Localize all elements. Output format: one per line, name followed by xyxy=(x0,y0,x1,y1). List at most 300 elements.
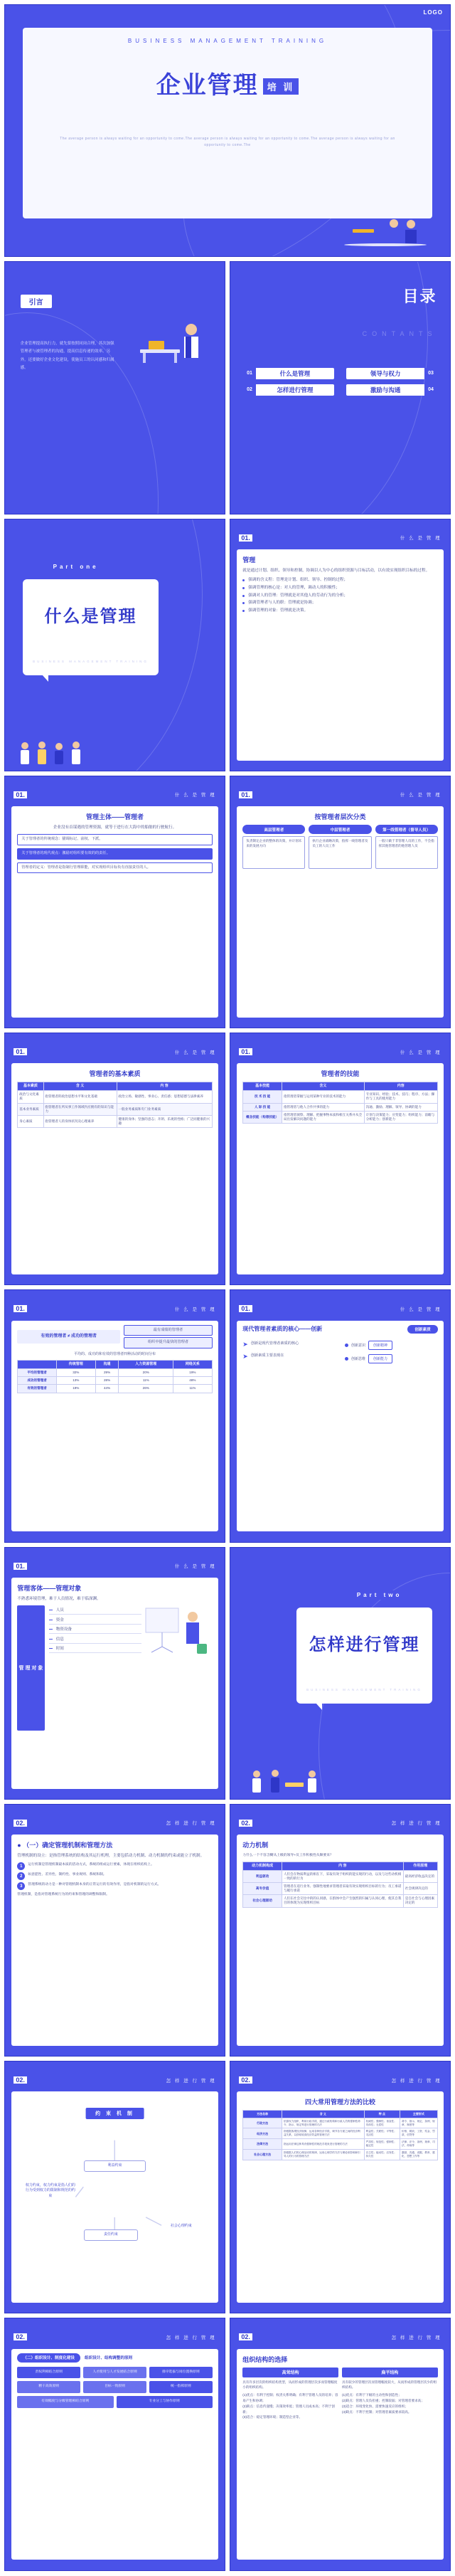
table-row xyxy=(18,1385,212,1393)
result-box-1: 最有成绩的管理者 xyxy=(124,1325,213,1336)
chapter-label: 怎 样 进 行 管 理 xyxy=(391,1821,441,1827)
table-row xyxy=(243,1091,437,1103)
cell: 是自社会与心理因素决定的 xyxy=(403,1895,437,1907)
section-lead: 企业没有首谋遇的管理资源，就等于进行在大海中的船舶的行驶航行。 xyxy=(53,825,177,830)
toc-item-2[interactable] xyxy=(244,384,335,396)
dot-icon xyxy=(345,1357,348,1361)
innovation-badge: 创新素质 xyxy=(407,1325,437,1334)
slide-methods xyxy=(4,1804,225,2057)
structure-point: (2)缺点：信息传递慢；决策效率低；管理人员成本高；不利于创新； xyxy=(242,2404,335,2414)
slide-innovation xyxy=(230,1289,451,1542)
cell: 人们在社会交往中的的认同感，在群体中会产生强烈的归属与认同心理，使其自我目的体现为实现组织目标 xyxy=(282,1895,403,1907)
col-header: 基本技能 xyxy=(243,1082,282,1091)
arrow-icon: ➤ xyxy=(242,1352,248,1360)
table-row xyxy=(243,2139,437,2150)
slide-header xyxy=(239,1305,441,1312)
toc-item-3[interactable] xyxy=(346,368,437,379)
cell: 专业知识、经验；技术、技巧；程序、方法；操作与工具的使用能力 xyxy=(364,1091,437,1103)
cell: 利益驱动 xyxy=(243,1870,282,1882)
list-item: 强调管理者与人的职：管理就是协调； xyxy=(242,600,437,606)
toc-label: 什么是管理 xyxy=(279,369,311,377)
part-title: 什么是管理 xyxy=(44,607,137,627)
cell: 一般业务素质和专门业务素质 xyxy=(117,1103,212,1115)
list-item: 时间 xyxy=(49,1644,141,1654)
slide-header xyxy=(14,1820,215,1827)
table-row xyxy=(18,1368,212,1376)
info-box-traditional: 关于管理者的传统观念：猫调标记、前权、下派。 xyxy=(17,834,212,845)
cell: 经济方法 xyxy=(243,2128,282,2139)
cell: 指管理者洞察、理解、把握事物本质和相互关系并从全局出发解决问题的能力 xyxy=(282,1111,364,1123)
col-header: 方法名称 xyxy=(243,2111,282,2118)
col-header: 特 点 xyxy=(364,2111,400,2118)
section-lead: 平均的、成功的和有效的管理者四种活动的时间分布 xyxy=(73,1352,156,1357)
table-row xyxy=(243,2149,437,2160)
cell: 19% xyxy=(56,1385,95,1393)
toc-item-4[interactable] xyxy=(346,384,437,396)
table-row xyxy=(18,1377,212,1385)
chapter-label: 什 么 是 管 理 xyxy=(400,1050,441,1055)
slide-number: 02. xyxy=(14,2076,27,2084)
arrow-icon: ➤ xyxy=(242,1340,248,1348)
section-title: 动力机制 xyxy=(242,1842,269,1849)
slide-body xyxy=(237,2349,443,2560)
principle-chip: 有效幅度与分级管理相结合原则 xyxy=(17,2396,113,2408)
col-header: 含义 xyxy=(282,1082,364,1091)
structure-point: (2)缺点：管理人员负担重；控制较弱；对管理者要求高； xyxy=(342,2399,424,2403)
cell: 有效的管理者 xyxy=(18,1385,57,1393)
cell: 基本业务素质 xyxy=(18,1103,43,1115)
innovation-points xyxy=(242,1341,336,1368)
innovation-text: 创新素质主要表现在 xyxy=(250,1353,284,1358)
slide-method-comparison xyxy=(230,2061,451,2313)
level-head: 高层管理者 xyxy=(242,825,305,834)
level-column-frontline xyxy=(375,825,438,869)
skill-table xyxy=(242,1082,437,1124)
slide-number: 01. xyxy=(14,1305,27,1312)
part-tag: Part one xyxy=(45,562,107,571)
structure-columns xyxy=(242,2368,437,2421)
col-header xyxy=(18,1361,57,1369)
comparison-table xyxy=(242,2110,437,2160)
section-title: 管理 xyxy=(242,556,256,564)
toc-number: 01 xyxy=(244,368,256,379)
slide-number: 02. xyxy=(239,2076,252,2084)
structure-tall xyxy=(242,2368,338,2421)
slide-constraint-mechanism xyxy=(4,2061,225,2313)
cell: 计划与决策能力；应变能力；组织能力；前瞻与分析能力；创新能力 xyxy=(364,1111,437,1123)
slide-org-structure xyxy=(230,2318,451,2570)
slide-number: 01. xyxy=(14,791,27,798)
toc-label: 怎样进行管理 xyxy=(277,386,314,394)
cell: 命令、指示、规定、条例、规章、制度等 xyxy=(400,2118,438,2128)
slide-header xyxy=(239,791,441,798)
slide-part-two xyxy=(230,1547,451,1800)
innovation-row xyxy=(242,1353,336,1361)
cell: 19% xyxy=(173,1368,213,1376)
cell: 13% xyxy=(56,1377,95,1385)
chapter-label: 什 么 是 管 理 xyxy=(174,1307,216,1312)
section-title: 组织结构的选择 xyxy=(242,2355,288,2363)
cell: 20% xyxy=(119,1368,173,1376)
step-number: 1 xyxy=(17,1862,25,1870)
chapter-label: 怎 样 进 行 管 理 xyxy=(166,1821,216,1827)
cell: 身心素质 xyxy=(18,1115,43,1127)
section-title: 管理者的基本素质 xyxy=(89,1070,141,1078)
level-columns xyxy=(242,825,437,869)
object-illustration xyxy=(141,1605,213,1657)
slide-body xyxy=(237,549,443,761)
page-title xyxy=(5,65,450,100)
slide-row xyxy=(4,4,451,257)
structure-point: (3)适合：稳定管理环境；制造型企业等。 xyxy=(242,2415,302,2419)
chapter-label: 怎 样 进 行 管 理 xyxy=(166,2078,216,2084)
slide-body xyxy=(11,2349,218,2560)
slide-row xyxy=(4,2061,451,2313)
cell: 平均的管理者 xyxy=(18,1368,57,1376)
constraint-diagram xyxy=(17,2096,212,2298)
col-header: 内容 xyxy=(364,1082,437,1091)
slide-number: 02. xyxy=(239,2333,252,2340)
cell: 指管理者在所从事工作领域内应拥有的知识与能力 xyxy=(43,1103,117,1115)
slide-manager-skills xyxy=(230,1033,451,1285)
slide-number: 02. xyxy=(239,1820,252,1827)
level-body: 一般只做于非管理人员的工作，不会指挥其他管理者的他管理人员 xyxy=(375,836,438,869)
toc-item-1[interactable] xyxy=(244,368,335,379)
list-item: 资金 xyxy=(49,1615,141,1625)
structure-body: 具有许多层次的组织结构类型，从而形成的管理层次多而管理幅度小的组织结构。 xyxy=(242,2380,338,2390)
cell: 法律、法令、条例、规章、司法、仲裁等 xyxy=(400,2139,438,2150)
cell: 自主性；能动性；启发性；持久性 xyxy=(364,2149,400,2160)
chapter-label: 什 么 是 管 理 xyxy=(174,793,216,798)
principle-chip: 专业分工与协作原则 xyxy=(117,2396,213,2408)
part-illustration xyxy=(244,1767,329,1794)
principle-chip: 目标一致原则 xyxy=(83,2381,146,2393)
col-header: 基本素质 xyxy=(18,1082,43,1091)
cell: 健康的身体；坚强的意志；开朗、乐观的性格；广泛而健康的兴趣 xyxy=(117,1115,212,1127)
table-row xyxy=(243,1882,437,1894)
cell: 指管理者与他人合作共事的能力 xyxy=(282,1103,364,1111)
constraint-lines xyxy=(17,2096,212,2298)
constraint-node-power: 权力约束，权力约束是指人们的行为受到权力的限制和规范的约束 xyxy=(21,2181,80,2202)
slide-effective-manager xyxy=(4,1289,225,1542)
toc-number: 04 xyxy=(424,384,437,396)
slide-row xyxy=(4,261,451,514)
cell: 32% xyxy=(56,1368,95,1376)
constraint-node-duty: 责任约束 xyxy=(84,2229,139,2241)
table-row xyxy=(243,1103,437,1111)
level-head: 中层管理者 xyxy=(309,825,371,834)
intro-illustration xyxy=(136,312,214,369)
cell: 权威性；强制性；垂直性；具体性；无偿性 xyxy=(364,2118,400,2128)
constraint-node-interest: 利益约束 xyxy=(84,2160,146,2172)
step-text: 如意愿性、差异性、制约性、事业规则、系统和制。 xyxy=(28,1873,107,1877)
col-header: 动力机制构成 xyxy=(243,1862,282,1870)
list-item: 强调管理的核心是：对人的管理，调动人的积极性； xyxy=(242,585,437,591)
part-tag: Part two xyxy=(348,1590,411,1600)
slide-header xyxy=(239,2076,441,2084)
slide-header xyxy=(239,1048,441,1055)
step-number: 2 xyxy=(17,1872,25,1880)
section-footnote: 管理机制，是指对管理系统行为的约束和管理的调整和限制。 xyxy=(17,1893,109,1897)
col-header: 作用原理 xyxy=(403,1862,437,1870)
slide-header xyxy=(14,2333,215,2340)
chapter-label: 什 么 是 管 理 xyxy=(174,1050,216,1055)
slide-number: 01. xyxy=(239,1048,252,1055)
object-label: 管 理 对 象 xyxy=(17,1605,44,1731)
slide-body xyxy=(237,1063,443,1274)
section-title: 管理主体——管理者 xyxy=(85,813,144,821)
section-title: （二）组织设计、制度化建设 xyxy=(17,2353,80,2363)
slide-row xyxy=(4,776,451,1028)
cell: 概念技能（构想技能） xyxy=(243,1111,282,1123)
structure-head: 扁平结构 xyxy=(342,2368,438,2377)
innovation-body xyxy=(242,1341,437,1368)
structure-point: (4)缺点：不利于控制；对管理者素质要求较高。 xyxy=(342,2409,412,2414)
slide-part-one xyxy=(4,519,225,771)
list-item: 物资设备 xyxy=(49,1625,141,1635)
slide-number: 01. xyxy=(14,1048,27,1055)
cell: 26% xyxy=(119,1385,173,1393)
slide-body xyxy=(11,1063,218,1274)
cell: 指运用法律这种具有强制性的规范手段来进行管理的方法 xyxy=(282,2139,364,2150)
list-item: 信息 xyxy=(49,1634,141,1644)
section-title: 管理者的技能 xyxy=(321,1070,360,1078)
level-body: 执行企业战略决策，指挥一线管理者及员工的人员工作 xyxy=(309,836,371,869)
timeline-box: 创新精神 xyxy=(368,1341,392,1350)
table-header-row xyxy=(18,1361,212,1369)
slide-row xyxy=(4,1547,451,1800)
cell: 管理者在追行业务、强制性地要求管理者采取有效实现组织目标的行为；员工承诺与履行承诺 xyxy=(282,1882,403,1894)
structure-point: (1)优点：有利于控制；权责关系明确；有利于管理人员的培养；容易产生和协调； xyxy=(242,2393,338,2403)
principle-chips xyxy=(17,2367,212,2408)
slide-row xyxy=(4,1289,451,1542)
step-number: 3 xyxy=(17,1882,25,1890)
timeline-box: 创新能力 xyxy=(368,1354,392,1363)
slide-body xyxy=(11,2091,218,2303)
slide-body xyxy=(11,806,218,1018)
part-illustration xyxy=(14,739,99,766)
table-row xyxy=(243,1111,437,1123)
cell: 成功的管理者 xyxy=(18,1377,57,1385)
slide-number: 01. xyxy=(239,1305,252,1312)
cell: 指根据人们的心理活动的规律，运用心理学的方法与理论来影响和引导人的行为的管理方法 xyxy=(282,2149,364,2160)
structure-flat xyxy=(342,2368,438,2421)
cell: 依靠权力组织、利用行政手段，通过行政机构和行政人员的强制性命令、指示、规定等进行管理的方法 xyxy=(282,2118,364,2128)
part-subtitle: BUSINESS MANAGEMENT TRAINING xyxy=(306,1688,422,1692)
step-item xyxy=(17,1882,212,1890)
part-subtitle: BUSINESS MANAGEMENT TRAINING xyxy=(33,660,149,664)
chapter-label: 什 么 是 管 理 xyxy=(400,536,441,542)
innovation-header xyxy=(242,1325,437,1334)
list-item: 强调对人的管理：管理就是对其他人的劳动行为的分析； xyxy=(242,593,437,598)
table-row xyxy=(243,2128,437,2139)
toc-row xyxy=(244,368,437,379)
cell: 社会心理方法 xyxy=(243,2149,282,2160)
bullet-dot-icon: ● xyxy=(17,1842,21,1849)
slide-body xyxy=(11,1578,218,1789)
innovation-text: 创新是现代管理者素质的核心 xyxy=(250,1341,299,1346)
step-item xyxy=(17,1862,212,1870)
timeline-label: 创新思维 xyxy=(351,1356,366,1361)
level-column-top xyxy=(242,825,305,869)
cell: 11% xyxy=(119,1377,173,1385)
section-title: 四大常用管理方法的比较 xyxy=(304,2099,375,2106)
toc-list xyxy=(244,368,437,401)
col-header: 人力资源管理 xyxy=(119,1361,173,1369)
step-text: 管理系统的动力是一种对管理机制本身的正常运行的有效作用，是指对机制的运行方式。 xyxy=(28,1883,161,1887)
slide-management-object xyxy=(4,1547,225,1800)
cell: 指根据客观经济规律，运用各种经济手段，调节各方面之间的经济利益关系，以获取较高经济效益的管理方法 xyxy=(282,2128,364,2139)
slide-header xyxy=(14,791,215,798)
level-head: 第一线管理者（督导人员） xyxy=(375,825,438,834)
timeline-label: 创新意识 xyxy=(351,1343,366,1348)
slide-org-design xyxy=(4,2318,225,2570)
slide-body xyxy=(237,1321,443,1532)
toc-title: 目录 xyxy=(402,287,437,306)
intro-paragraph: 企业管理提高执行力，就先要按照同岗合理，其次加强管理者与被管理者的沟通，提高信息传递的效率。另外，还要做好企业文化建设，使施员工的认同感和归属感。 xyxy=(20,341,114,371)
slide-body xyxy=(237,2091,443,2303)
cell: 高专价值 xyxy=(243,1882,282,1894)
col-header: 传统管理 xyxy=(56,1361,95,1369)
slide-number: 01. xyxy=(14,1563,27,1570)
section-title-text: （一）确定管理机制和管理方法 xyxy=(23,1842,113,1849)
quality-table xyxy=(17,1082,212,1128)
slide-power-mechanism xyxy=(230,1804,451,2057)
col-header: 网络关系 xyxy=(173,1361,213,1369)
cover-illustration xyxy=(343,213,428,246)
chapter-label: 什 么 是 管 理 xyxy=(174,1564,216,1570)
section-lead: 力什么一个不容含糊从上级的领导+员工作积极性从顺要来？ xyxy=(242,1854,333,1858)
principle-chip: 责权利相结合原则 xyxy=(17,2367,80,2379)
col-header: 沟通 xyxy=(95,1361,119,1369)
section-title: 按管理者层次分类 xyxy=(314,813,366,821)
equation-box: 有效的管理者 ≠ 成功的管理者 xyxy=(17,1330,120,1344)
chapter-label: 怎 样 进 行 管 理 xyxy=(166,2335,216,2340)
slide-row xyxy=(4,1804,451,2057)
slide-management-levels xyxy=(230,776,451,1028)
cover-subtitle: The average person is always waiting for an opportunity to come.The average person is always waiting for an opportunity to come.The average person is always waiting for an opportunity to come.The xyxy=(60,136,395,148)
table-row xyxy=(18,1091,212,1103)
slide-number: 01. xyxy=(239,791,252,798)
innovation-timeline xyxy=(339,1341,438,1368)
section-lead: 不熟悉环境管理，难于人员情况，难于临深渊。 xyxy=(17,1596,101,1601)
effective-table xyxy=(17,1360,212,1393)
chapter-label: 什 么 是 管 理 xyxy=(400,1307,441,1312)
cell: 11% xyxy=(173,1385,213,1393)
cell: 最高经济收益决定的 xyxy=(403,1870,437,1882)
slide-body xyxy=(11,1321,218,1532)
cell: 社会规律决定的 xyxy=(403,1882,437,1894)
slide-basic-quality xyxy=(4,1033,225,1285)
level-body: 负责制定企业的整体的决策，并计划未来的发展方向 xyxy=(242,836,305,869)
cell: 技 术 技 能 xyxy=(243,1091,282,1103)
cell: 价格、税收、工资、奖金、罚款、信贷等 xyxy=(400,2128,438,2139)
level-column-middle xyxy=(309,825,371,869)
principle-chip: 人才使用与人才发展结合原则 xyxy=(83,2367,146,2379)
slide-intro xyxy=(4,261,225,514)
slide-header xyxy=(14,1563,215,1570)
section-lead: 就是通过计划、组织、领导和控制，协调以人为中心的组织资源与目标活动，以有效实现组织目标的过程。 xyxy=(242,568,430,573)
timeline-row xyxy=(345,1341,438,1350)
list-item: 强调的含义程：管理是计划、组织、领导、控制的过程； xyxy=(242,577,437,583)
table-header-row xyxy=(243,2111,437,2118)
chapter-label: 怎 样 进 行 管 理 xyxy=(391,2335,441,2340)
intro-tab: 引言 xyxy=(21,295,52,308)
table-row xyxy=(243,2118,437,2128)
section-subtitle: 组织设计、结构调整的原则 xyxy=(85,2356,133,2361)
object-items xyxy=(45,1605,141,1731)
slide-management-subject xyxy=(4,776,225,1028)
toc-label: 激励与沟通 xyxy=(370,386,401,394)
list-item: 人员 xyxy=(49,1605,141,1615)
list-item: 强调管理的对象：管理就是决策。 xyxy=(242,608,437,613)
cell: 法律方法 xyxy=(243,2139,282,2150)
slide-toc xyxy=(230,261,451,514)
table-row xyxy=(18,1115,212,1127)
bullet-list xyxy=(242,577,437,614)
chapter-label: 什 么 是 管 理 xyxy=(400,793,441,798)
cell: 沟通、激励、理解、领导、协调的能力 xyxy=(364,1103,437,1111)
slide-header xyxy=(14,1048,215,1055)
cell: 利益性；关联性；平等性；灵活性 xyxy=(364,2128,400,2139)
slide-header xyxy=(239,534,441,542)
cell: 指管理者的政治思想水平和文化基础 xyxy=(43,1091,117,1103)
table-header-row xyxy=(243,1082,437,1091)
power-table xyxy=(242,1862,437,1908)
step-text: 运行机制是管理机制最本质的活动方式，系统的组成运行要素，体现在组织结构上。 xyxy=(28,1863,154,1867)
structure-point: (1)优点：有利于下级的主动性和创造性； xyxy=(342,2393,402,2397)
cell: 行政方法 xyxy=(243,2118,282,2128)
object-diagram xyxy=(17,1605,212,1731)
result-box-2: 组织中提升最快的管理者 xyxy=(124,1337,213,1348)
toc-number: 02 xyxy=(244,384,256,396)
part-title: 怎样进行管理 xyxy=(309,1635,420,1655)
cell: 29% xyxy=(95,1368,119,1376)
slide-header xyxy=(239,1820,441,1827)
slide-body xyxy=(237,806,443,1018)
slide-header xyxy=(14,1305,215,1312)
section-lead: 管理机制的设立：是指管理系统的结构及其运行机理，主要包括动力机制、动力机制的约束或能立子机制。 xyxy=(17,1854,205,1859)
logo: LOGO xyxy=(423,9,443,16)
toc-ghost-text: CONTANTS xyxy=(362,329,437,337)
section-title: 管理客体——管理对象 xyxy=(17,1584,82,1592)
cell: 社会心理驱动 xyxy=(243,1895,282,1907)
info-box-definition: 管理者的定义：管理者是指制行管理职能，对实现组织目标负有直接责任的人。 xyxy=(17,862,212,874)
cell: 指管理者人的身体状况及心理素养 xyxy=(43,1115,117,1127)
info-box-modern: 关于管理者的现代观点：激励对组织要有效的的责任。 xyxy=(17,848,212,860)
principle-chip: 排序选拔与岗位置换原则 xyxy=(149,2367,213,2379)
table-header-row xyxy=(243,1862,437,1870)
cell: 政治立场、敏感性、事业心、责任感；思想道德与法律素养 xyxy=(117,1091,212,1103)
org-design-header xyxy=(17,2353,212,2363)
slide-header xyxy=(14,2076,215,2084)
col-header: 含 义 xyxy=(282,2111,364,2118)
cell: 28% xyxy=(95,1377,119,1385)
table-row xyxy=(18,1103,212,1115)
slide-number: 02. xyxy=(14,1820,27,1827)
cell: 44% xyxy=(95,1385,119,1393)
slide-number: 01. xyxy=(239,534,252,542)
toc-row xyxy=(244,384,437,396)
slide-header xyxy=(239,2333,441,2340)
toc-label: 领导与权力 xyxy=(370,369,401,377)
cell: 人们会在物质利益的相在下，采取有效于组织的能实现的行动，以及与这些动机相一致的的行为 xyxy=(282,1870,403,1882)
table-row xyxy=(243,1895,437,1907)
slide-row xyxy=(4,1033,451,1285)
cover-card xyxy=(23,28,432,218)
cell: 48% xyxy=(173,1377,213,1385)
slide-body xyxy=(237,1835,443,2046)
